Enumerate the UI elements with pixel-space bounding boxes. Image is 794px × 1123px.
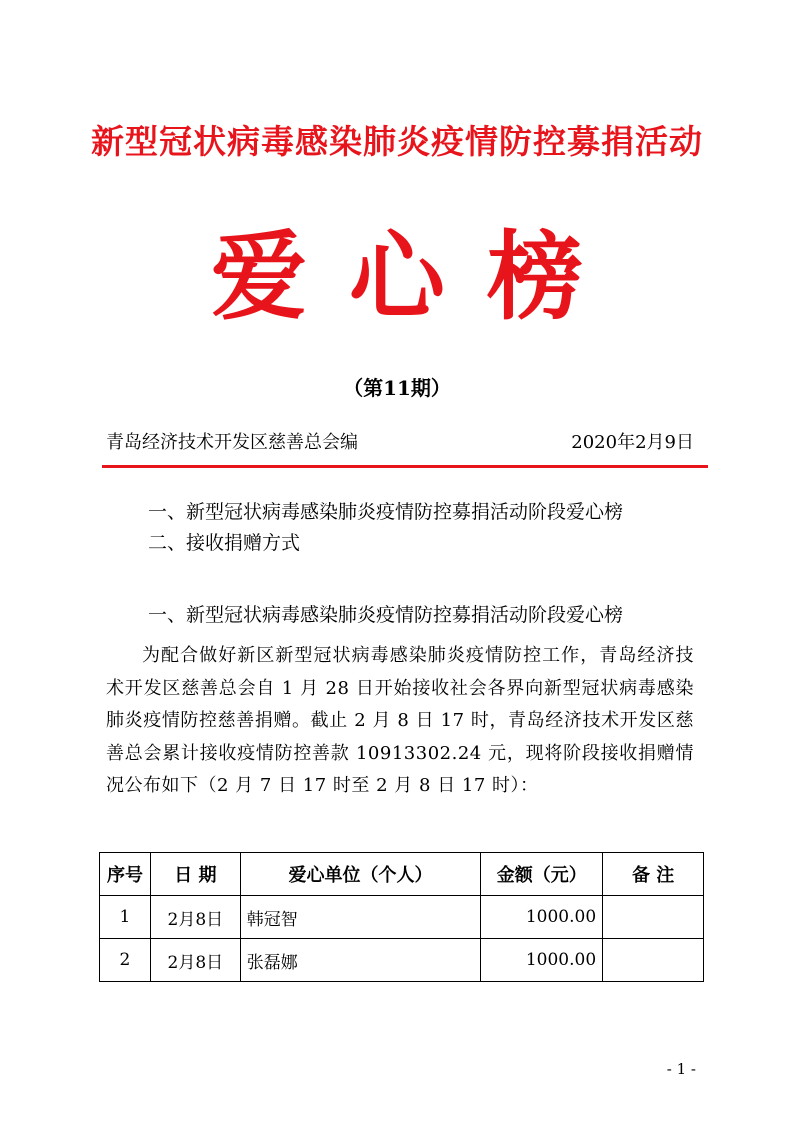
publisher: 青岛经济技术开发区慈善总会编: [106, 432, 358, 453]
issue-number: （第11期）: [343, 376, 451, 400]
toc-item-2: 二、接收捐赠方式: [148, 532, 301, 554]
cell-amount: 1000.00: [481, 939, 603, 982]
campaign-title: 新型冠状病毒感染肺炎疫情防控募捐活动: [91, 122, 703, 161]
header-remarks: 备 注: [603, 853, 704, 896]
publish-date: 2020年2月9日: [571, 432, 694, 453]
cell-amount: 1000.00: [481, 896, 603, 939]
donation-table: [99, 852, 704, 982]
header-amount: 金额（元）: [481, 853, 603, 896]
toc-item-1: 一、新型冠状病毒感染肺炎疫情防控募捐活动阶段爱心榜: [148, 501, 624, 523]
page-number: - 1 -: [666, 1060, 696, 1078]
cell-date: 2月8日: [150, 896, 240, 939]
red-divider: [102, 465, 708, 468]
cell-seq: 2: [100, 939, 151, 982]
section-paragraph: 为配合做好新区新型冠状病毒感染肺炎疫情防控工作，青岛经济技术开发区慈善总会自 1 月 28 日开始接收社会各界向新型冠状病毒感染肺炎疫情防控慈善捐赠。截止 2 月 8 日 17 时，青岛经济技术开发区慈善总会累计接收疫情防控善款 10913302.24 元，现将阶段接收捐赠情况公布如下（2 月 7 日 17 时至 2 月 8 日 17 时）：: [106, 645, 694, 796]
table-row: [100, 939, 704, 982]
cell-donor: 韩冠智: [240, 896, 480, 939]
cell-remarks: [603, 939, 704, 982]
header-donor: 爱心单位（个人）: [240, 853, 480, 896]
honor-roll-title: 爱心榜: [211, 220, 625, 333]
cell-date: 2月8日: [150, 939, 240, 982]
section-heading: 一、新型冠状病毒感染肺炎疫情防控募捐活动阶段爱心榜: [148, 604, 624, 626]
cell-donor: 张磊娜: [240, 939, 480, 982]
table-row: [100, 896, 704, 939]
cell-seq: 1: [100, 896, 151, 939]
table-header-row: [100, 853, 704, 896]
header-seq: 序号: [100, 853, 151, 896]
header-date: 日 期: [150, 853, 240, 896]
cell-remarks: [603, 896, 704, 939]
